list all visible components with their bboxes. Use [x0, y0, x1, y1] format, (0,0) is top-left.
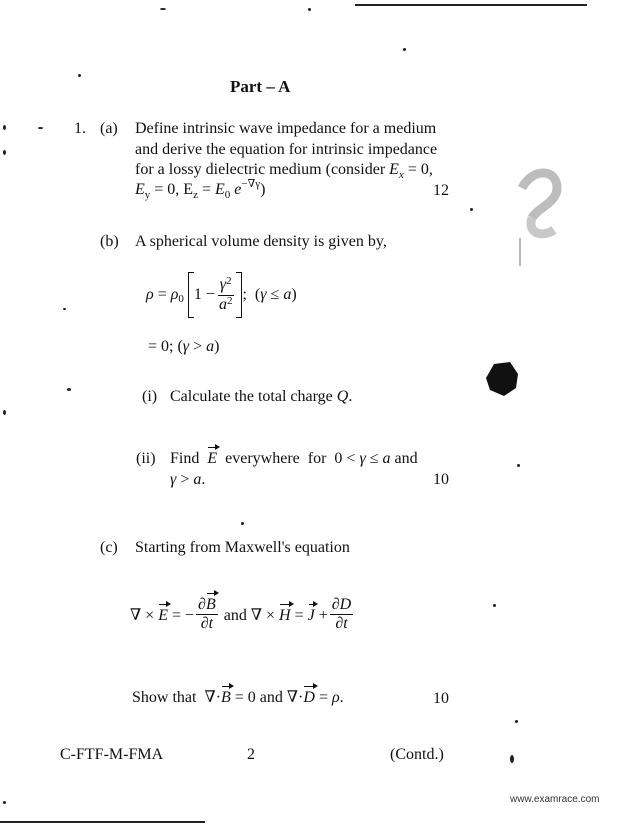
part-a-line-3-text: for a lossy dielectric medium (consider — [135, 161, 386, 178]
charge-density-equation: ρ = ρ 0 1 − $\frac{\gamma^2}{a^2}$ ; (γ ≤ a) — [146, 272, 297, 318]
sub-i-label: (i) — [142, 388, 158, 405]
part-a-line-4: $E_y = 0$, $E_z = E_0$ $e^{-\nabla\gamma}$) — [135, 178, 266, 201]
show-that-word: Show that — [132, 689, 197, 706]
scan-speck — [493, 604, 496, 607]
logo-artifact-icon — [512, 158, 572, 268]
part-a-marks: 12 — [433, 182, 449, 199]
scan-speck — [78, 74, 81, 77]
ink-blot-icon — [482, 360, 522, 400]
part-a-line-1: Define intrinsic wave impedance for a medium — [135, 120, 437, 137]
sub-i-text: Calculate the total charge Q. — [170, 388, 353, 405]
scan-speck — [470, 208, 473, 211]
charge-density-zero: = 0; (γ > a) — [148, 338, 220, 355]
find-word: Find — [170, 450, 200, 467]
question-number: 1. — [74, 120, 86, 137]
scan-speck — [3, 801, 6, 804]
scan-speck — [241, 522, 244, 525]
scan-speck — [3, 150, 6, 155]
scan-speck — [63, 308, 66, 310]
sub-ii-line-2: γ > a. — [170, 471, 206, 488]
show-that-line: Show that ∇·B = 0 and ∇·D = ρ. — [132, 689, 344, 706]
scan-speck — [3, 410, 6, 415]
scan-speck — [3, 125, 6, 130]
scan-speck — [510, 755, 514, 763]
scan-speck — [515, 720, 518, 723]
paper-code: C-FTF-M-FMA — [60, 746, 164, 763]
scan-speck — [403, 48, 406, 51]
scan-speck — [38, 127, 43, 129]
maxwell-equations: ∇ × E = − $\frac{\partial B}{\partial t}$ and ∇ × H = J + $\frac{\partial D}{\partial t}$ — [130, 596, 352, 632]
contd-label: (Contd.) — [390, 746, 444, 763]
part-c-marks: 10 — [433, 690, 449, 707]
show-and-word: and — [259, 689, 283, 706]
part-c-label: (c) — [100, 539, 118, 556]
part-b-label: (b) — [100, 233, 119, 250]
and-word: and — [394, 450, 418, 467]
page-number: 2 — [247, 746, 255, 763]
scan-speck — [67, 388, 71, 391]
part-a-line-2: and derive the equation for intrinsic impedance — [135, 141, 438, 158]
scan-speck — [160, 8, 166, 10]
ex-condition: $E_x = 0$, — [389, 161, 433, 181]
part-title: Part – A — [230, 77, 291, 96]
sub-i-text-label: Calculate the total charge — [170, 388, 333, 405]
scan-speck — [517, 464, 520, 467]
scan-speck — [308, 8, 311, 11]
sub-ii-label: (ii) — [136, 450, 156, 467]
top-rule — [355, 4, 587, 6]
part-b-marks: 10 — [433, 471, 449, 488]
bottom-rule — [0, 821, 205, 823]
sub-ii-text: Find E everywhere for 0 < γ ≤ a and — [170, 450, 418, 467]
part-a-line-3 — [135, 161, 433, 179]
part-b-intro: A spherical volume density is given by, — [135, 233, 387, 250]
part-a-label: (a) — [100, 120, 118, 137]
watermark-url[interactable]: www.examrace.com — [510, 794, 600, 805]
everywhere-word: everywhere — [225, 450, 300, 467]
maxwell-and-word: and — [223, 606, 247, 624]
part-c-intro: Starting from Maxwell's equation — [135, 539, 350, 556]
for-word: for — [307, 450, 327, 467]
